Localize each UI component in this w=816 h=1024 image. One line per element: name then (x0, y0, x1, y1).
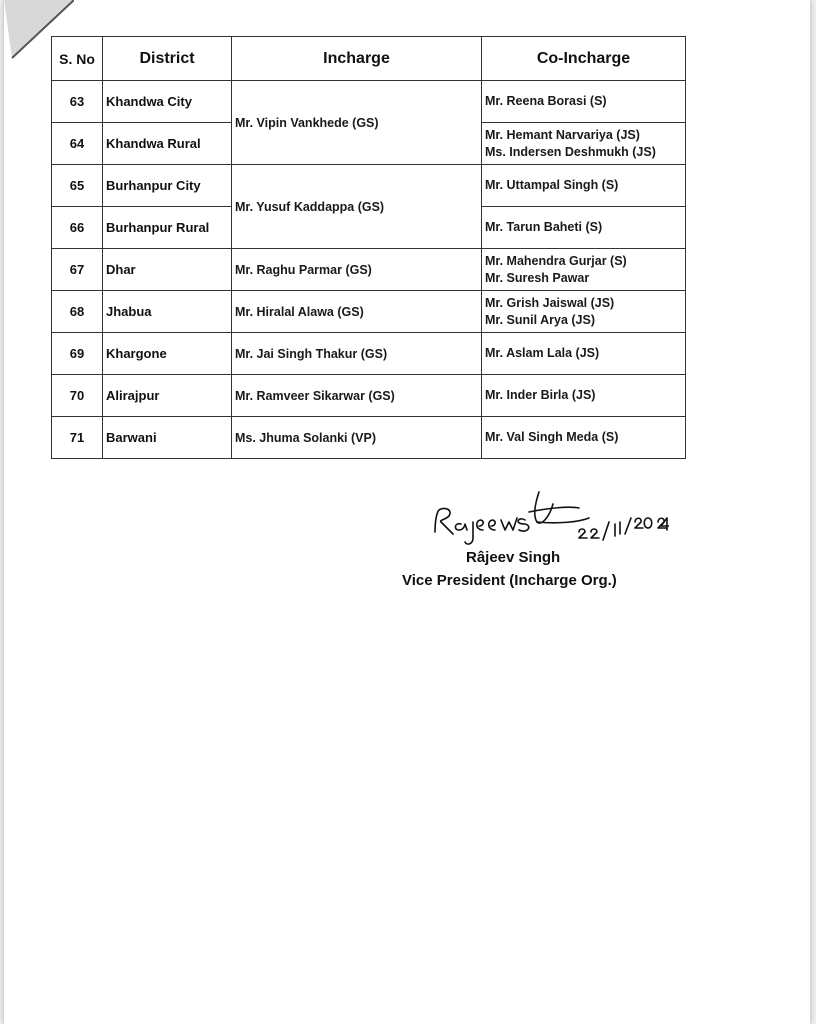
co-incharge-cell (482, 81, 686, 123)
incharge-table (51, 36, 686, 459)
handwritten-signature (429, 484, 669, 554)
incharge-cell (232, 333, 482, 375)
table-row (52, 249, 686, 291)
sno-cell: 64 (52, 123, 103, 165)
sno-cell: 66 (52, 207, 103, 249)
district-cell: Barwani (103, 417, 232, 459)
district-cell: Dhar (103, 249, 232, 291)
co-incharge-cell (482, 123, 686, 165)
incharge-cell (232, 165, 482, 249)
table-row (52, 81, 686, 123)
district-cell: Khandwa Rural (103, 123, 232, 165)
incharge-cell (232, 249, 482, 291)
co-incharge-cell (482, 375, 686, 417)
sno-cell: 71 (52, 417, 103, 459)
header-sno: S. No (52, 37, 103, 81)
co-incharge-name: Mr. Hemant Narvariya (JS) (485, 127, 640, 142)
co-incharge-name: Mr. Uttampal Singh (S) (485, 178, 619, 192)
co-incharge-name: Mr. Inder Birla (JS) (485, 388, 596, 402)
co-incharge-name: Mr. Val Singh Meda (S) (485, 430, 619, 444)
signer-title: Vice President (Incharge Org.) (402, 572, 617, 589)
co-incharge-cell (482, 249, 686, 291)
co-incharge-name: Mr. Suresh Pawar (485, 270, 590, 285)
incharge-name: Mr. Hiralal Alawa (GS) (235, 305, 364, 319)
sno-cell: 68 (52, 291, 103, 333)
sno-cell: 70 (52, 375, 103, 417)
incharge-cell (232, 81, 482, 165)
co-incharge-name: Ms. Indersen Deshmukh (JS) (485, 144, 656, 159)
co-incharge-name: Mr. Sunil Arya (JS) (485, 312, 595, 327)
sno-cell: 65 (52, 165, 103, 207)
co-incharge-name: Mr. Aslam Lala (JS) (485, 346, 600, 360)
incharge-name: Mr. Vipin Vankhede (GS) (235, 116, 379, 130)
incharge-name: Mr. Ramveer Sikarwar (GS) (235, 389, 395, 403)
table-row (52, 165, 686, 207)
table-row (52, 417, 686, 459)
co-incharge-name: Mr. Tarun Baheti (S) (485, 220, 603, 234)
sno-cell: 69 (52, 333, 103, 375)
sno-cell: 67 (52, 249, 103, 291)
header-district: District (103, 37, 232, 81)
co-incharge-cell (482, 417, 686, 459)
co-incharge-cell (482, 207, 686, 249)
co-incharge-cell (482, 291, 686, 333)
document-page (4, 0, 810, 1024)
district-cell: Khandwa City (103, 81, 232, 123)
header-co-incharge: Co-Incharge (482, 37, 686, 81)
incharge-name: Mr. Yusuf Kaddappa (GS) (235, 200, 385, 214)
incharge-name: Mr. Jai Singh Thakur (GS) (235, 347, 388, 361)
incharge-cell (232, 417, 482, 459)
district-cell: Burhanpur City (103, 165, 232, 207)
district-cell: Alirajpur (103, 375, 232, 417)
district-cell: Khargone (103, 333, 232, 375)
district-cell: Burhanpur Rural (103, 207, 232, 249)
signer-name: Râjeev Singh (466, 549, 561, 566)
incharge-cell (232, 291, 482, 333)
co-incharge-cell (482, 333, 686, 375)
incharge-name: Mr. Raghu Parmar (GS) (235, 263, 372, 277)
incharge-name: Ms. Jhuma Solanki (VP) (235, 431, 377, 445)
co-incharge-name: Mr. Mahendra Gurjar (S) (485, 253, 627, 268)
table-row (52, 291, 686, 333)
district-cell: Jhabua (103, 291, 232, 333)
header-incharge: Incharge (232, 37, 482, 81)
co-incharge-name: Mr. Grish Jaiswal (JS) (485, 295, 615, 310)
table-row (52, 375, 686, 417)
sno-cell: 63 (52, 81, 103, 123)
co-incharge-name: Mr. Reena Borasi (S) (485, 94, 607, 108)
co-incharge-cell (482, 165, 686, 207)
table-header-row (52, 37, 686, 81)
table-row (52, 333, 686, 375)
incharge-cell (232, 375, 482, 417)
